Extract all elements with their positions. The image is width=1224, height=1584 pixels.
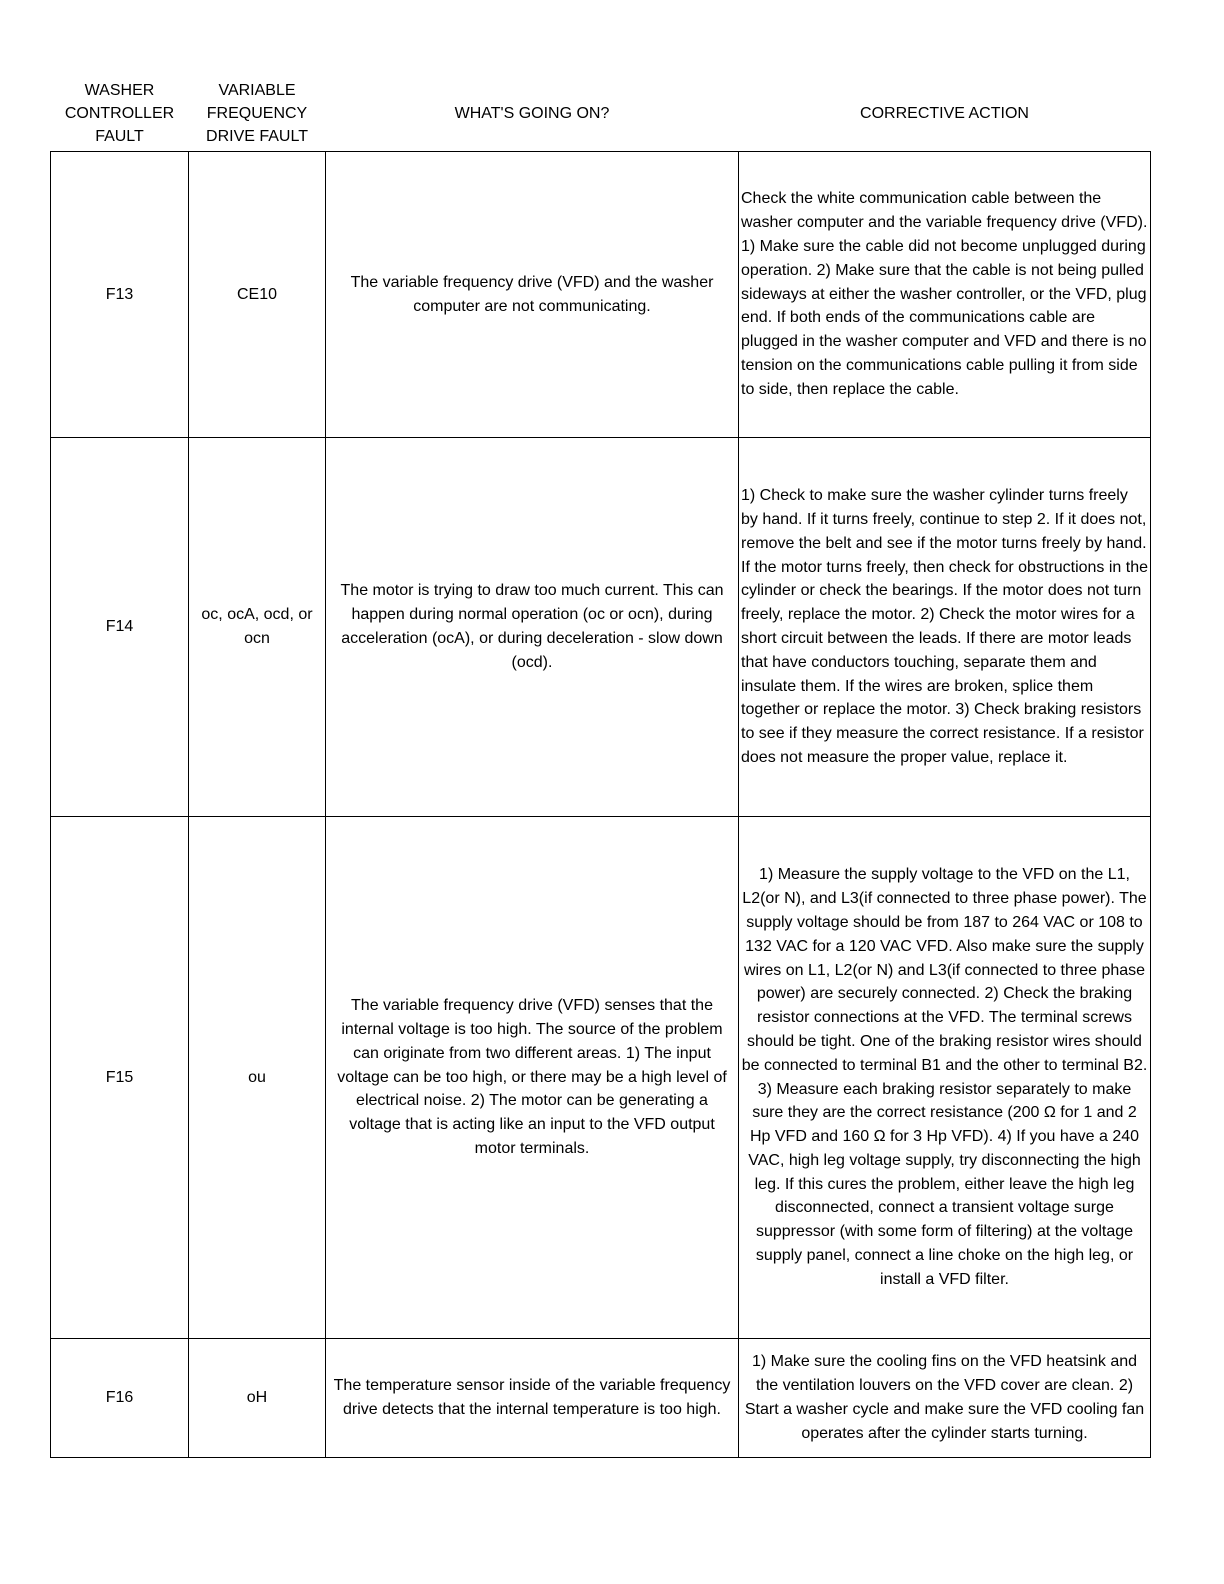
header-whats-going-on: WHAT'S GOING ON? [454,105,610,122]
fault-description: The motor is trying to draw too much current. This can happen during normal operation (oc or ocn), during acceleration (ocA), or during deceleration - slow down (ocd). [326,438,739,817]
vfd-fault-code: oc, ocA, ocd, or ocn [189,438,326,817]
corrective-action: 1) Measure the supply voltage to the VFD on the L1, L2(or N), and L3(if connected to three phase power). The supply voltage should be from 187 to 264 VAC or 108 to 132 VAC for a 120 VAC VFD. Also make sure the supply wires on L1, L2(or N) and L3(if connected to three phase power) are securely connected. 2) Check the braking resistor connections at the VFD. The terminal screws should be tight. One of the braking resistor wires should be connected to terminal B1 and the other to terminal B2. 3) Measure each braking resistor separately to make sure they are the correct resistance (200 Ω for 1 and 2 Hp VFD and 160 Ω for 3 Hp VFD). 4) If you have a 240 VAC, high leg voltage supply, try disconnecting the high leg. If this cures the problem, either leave the high leg disconnected, connect a transient voltage surge suppressor (with some form of filtering) at the voltage supply panel, connect a line choke on the high leg, or install a VFD filter. [739,817,1151,1339]
header-washer-controller-fault: WASHER CONTROLLER FAULT [64,82,175,145]
corrective-action: 1) Make sure the cooling fins on the VFD heatsink and the ventilation louvers on the VFD cover are clean. 2) Start a washer cycle and make sure the VFD cooling fan operates after the cylinder starts turning. [739,1339,1151,1458]
header-row [51,78,1151,152]
fault-table-sheet [50,78,1150,1458]
header-corrective-action: CORRECTIVE ACTION [860,105,1029,122]
vfd-fault-code: oH [189,1339,326,1458]
washer-fault-code: F14 [51,438,189,817]
fault-description: The temperature sensor inside of the variable frequency drive detects that the internal temperature is too high. [326,1339,739,1458]
washer-fault-code: F13 [51,152,189,438]
fault-table [50,78,1151,1458]
fault-description: The variable frequency drive (VFD) senses that the internal voltage is too high. The source of the problem can originate from two different areas. 1) The input voltage can be too high, or there may be a high level of electrical noise. 2) The motor can be generating a voltage that is acting like an input to the VFD output motor terminals. [326,817,739,1339]
washer-fault-code: F16 [51,1339,189,1458]
table-row [51,152,1151,438]
corrective-action: Check the white communication cable between the washer computer and the variable frequency drive (VFD). 1) Make sure the cable did not become unplugged during operation. 2) Make sure that the cable is not being pulled sideways at either the washer controller, or the VFD, plug end. If both ends of the communications cable are plugged in the washer computer and VFD and there is no tension on the communications cable pulling it from side to side, then replace the cable. [739,152,1151,438]
vfd-fault-code: CE10 [189,152,326,438]
corrective-action: 1) Check to make sure the washer cylinder turns freely by hand. If it turns freely, continue to step 2. If it does not, remove the belt and see if the motor turns freely by hand. If the motor turns freely, then check for obstructions in the cylinder or check the bearings. If the motor does not turn freely, replace the motor. 2) Check the motor wires for a short circuit between the leads. If there are motor leads that have conductors touching, separate them and insulate them. If the wires are broken, splice them together or replace the motor. 3) Check braking resistors to see if they measure the correct resistance. If a resistor does not measure the proper value, replace it. [739,438,1151,817]
table-row [51,438,1151,817]
fault-description: The variable frequency drive (VFD) and the washer computer are not communicating. [326,152,739,438]
header-vfd-fault: VARIABLE FREQUENCY DRIVE FAULT [206,82,308,145]
vfd-fault-code: ou [189,817,326,1339]
washer-fault-code: F15 [51,817,189,1339]
table-row [51,1339,1151,1458]
table-row [51,817,1151,1339]
